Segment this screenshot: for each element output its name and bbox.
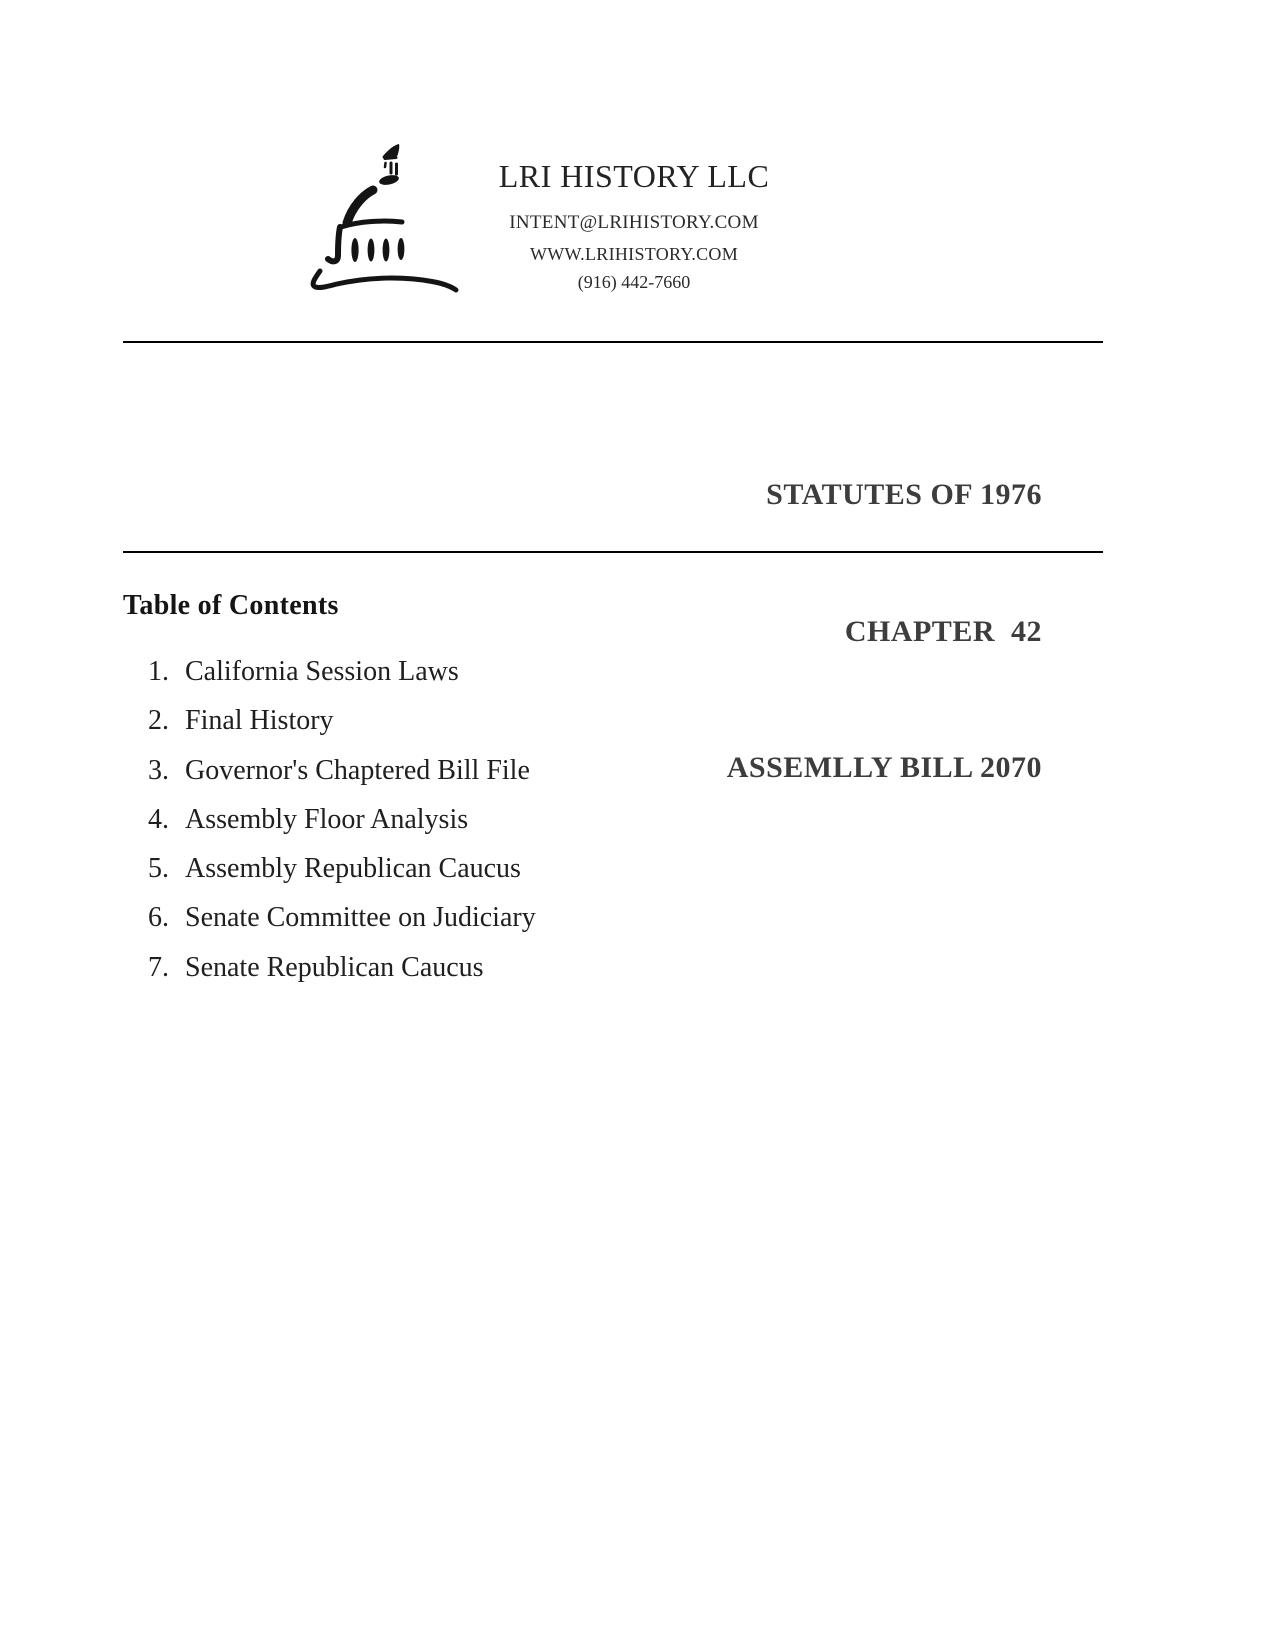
statutes-line: STATUTES OF 1976 xyxy=(766,478,1042,511)
website-url: WWW.LRIHISTORY.COM xyxy=(529,244,739,264)
toc-item xyxy=(123,746,823,795)
toc-item-number: 1. xyxy=(148,656,169,687)
horizontal-rule-bottom xyxy=(123,551,1103,553)
toc-item-label: Assembly Republican Caucus xyxy=(185,853,521,885)
company-name: LRI HISTORY LLC xyxy=(498,158,770,194)
chapter-line: CHAPTER 42 xyxy=(844,614,1042,648)
toc-item xyxy=(123,795,823,844)
toc-item-label: Governor's Chaptered Bill File xyxy=(185,754,530,786)
toc-item xyxy=(123,696,823,745)
email-address: INTENT@LRIHISTORY.COM xyxy=(509,212,759,233)
bill-line: ASSEMLLY BILL 2070 xyxy=(726,751,1042,784)
horizontal-rule-top xyxy=(123,341,1103,343)
toc-item-number: 5. xyxy=(148,853,169,885)
toc-item-label: Senate Committee on Judiciary xyxy=(185,902,536,934)
toc-item-number: 7. xyxy=(148,951,169,983)
toc-list xyxy=(123,647,823,992)
toc-item-label: Final History xyxy=(185,705,334,737)
toc-item-number: 6. xyxy=(148,902,169,934)
toc-item-number: 2. xyxy=(148,705,169,737)
toc-item-label: California Session Laws xyxy=(185,656,459,687)
toc-item-label: Assembly Floor Analysis xyxy=(185,803,469,835)
toc-item xyxy=(123,943,823,992)
toc-item xyxy=(123,844,823,893)
toc-item-label: Senate Republican Caucus xyxy=(185,951,484,983)
phone-number: (916) 442-7660 xyxy=(577,272,691,292)
toc-item xyxy=(123,647,823,696)
toc-item xyxy=(123,893,823,942)
toc-item-number: 4. xyxy=(148,803,169,835)
toc-item-number: 3. xyxy=(148,754,169,786)
toc-heading: Table of Contents xyxy=(123,590,339,621)
